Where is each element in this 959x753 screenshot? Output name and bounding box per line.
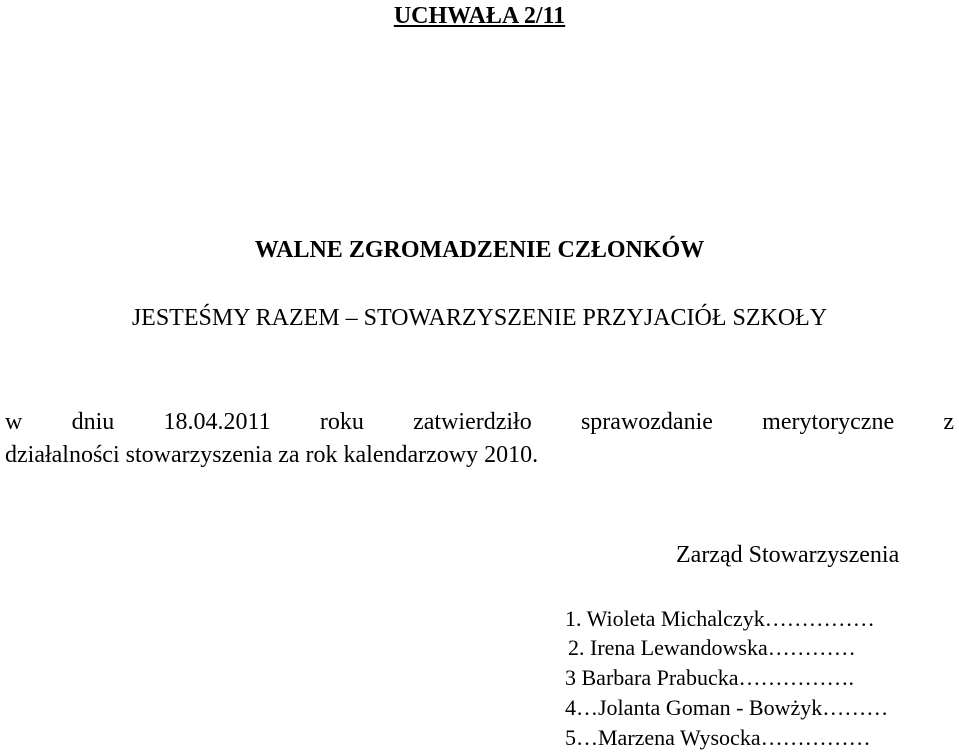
- resolution-text-line-2: działalności stowarzyszenia za rok kalendarzowy 2010.: [5, 442, 539, 468]
- board-member: 2. Irena Lewandowska…………: [568, 635, 856, 660]
- board-member: 3 Barbara Prabucka…………….: [565, 665, 854, 690]
- association-name: JESTEŚMY RAZEM – STOWARZYSZENIE PRZYJACIÓŁ SZKOŁY: [131, 305, 828, 331]
- board-title: Zarząd Stowarzyszenia: [676, 542, 900, 568]
- board-member: 1. Wioleta Michalczyk……………: [565, 606, 875, 631]
- resolution-title: UCHWAŁA 2/11: [393, 3, 566, 29]
- board-member: 4…Jolanta Goman - Bowżyk………: [565, 695, 889, 720]
- assembly-heading: WALNE ZGROMADZENIE CZŁONKÓW: [254, 237, 705, 263]
- board-member: 5…Marzena Wysocka……………: [565, 725, 871, 750]
- resolution-text-line-1: w dniu 18.04.2011 roku zatwierdziło sprawozdanie merytoryczne z: [5, 409, 954, 435]
